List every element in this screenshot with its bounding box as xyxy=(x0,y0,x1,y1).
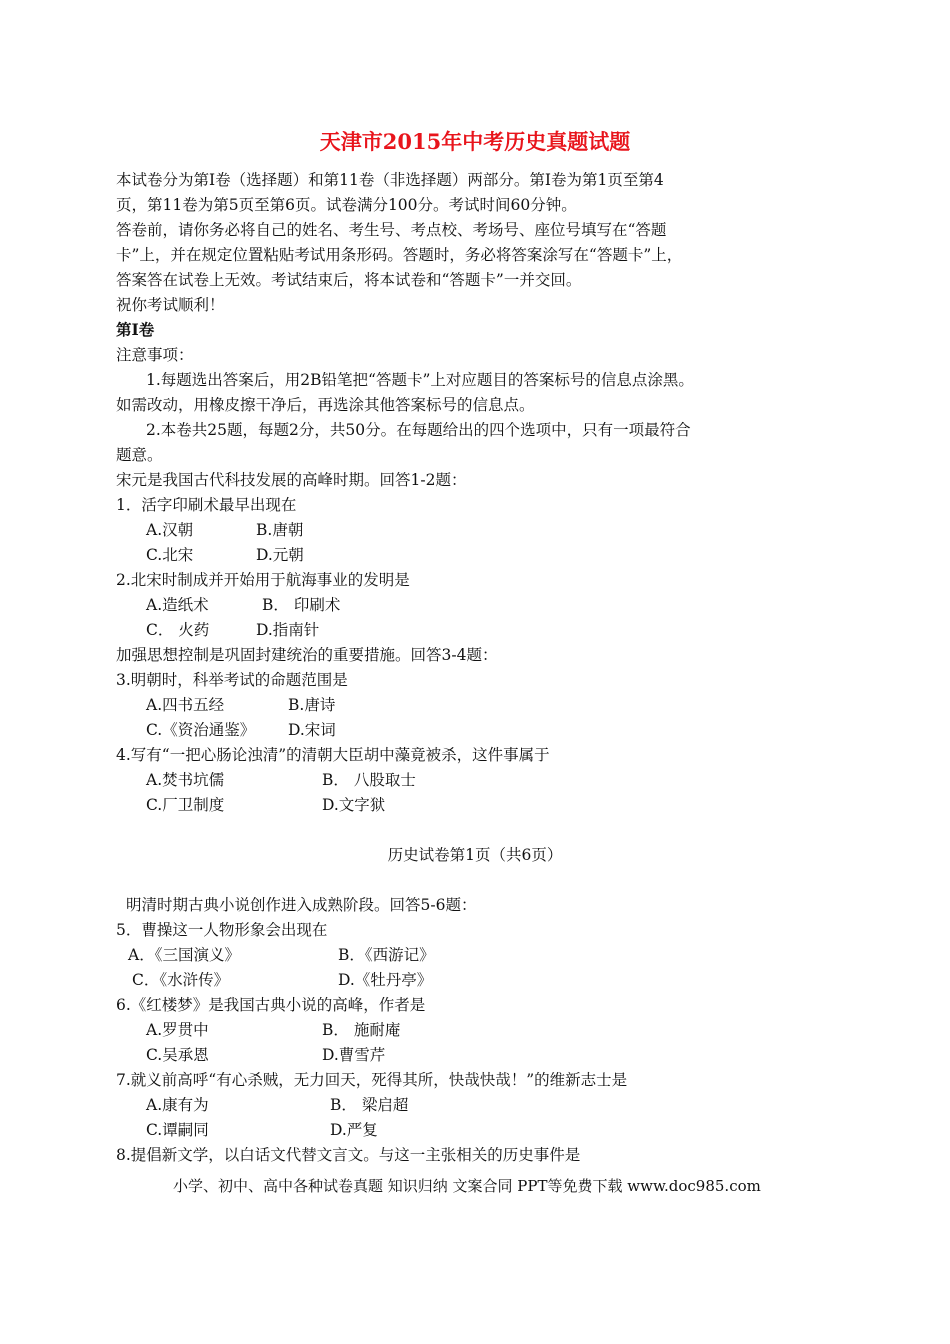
q1-stem: 1．活字印刷术最早出现在 xyxy=(116,496,297,514)
page-title: 天津市2015年中考历史真题试题 xyxy=(319,129,631,154)
q5-option-b: B．《西游记》 xyxy=(338,946,435,964)
note-line-2: 如需改动，用橡皮擦干净后，再选涂其他答案标号的信息点。 xyxy=(116,396,535,414)
group-3-intro: 明清时期古典小说创作进入成熟阶段。回答5-6题： xyxy=(126,896,477,914)
q6-option-c: C.吴承恩 xyxy=(146,1046,209,1064)
q4-option-a: A.焚书坑儒 xyxy=(146,771,225,789)
q7-option-a: A.康有为 xyxy=(146,1096,209,1114)
page-footer: 历史试卷第1页（共6页） xyxy=(387,846,563,864)
q6-stem: 6.《红楼梦》是我国古典小说的高峰，作者是 xyxy=(116,996,426,1014)
intro-line-6: 祝你考试顺利！ xyxy=(116,296,225,314)
q1-option-d: D.元朝 xyxy=(256,546,304,564)
q1-option-a: A.汉朝 xyxy=(146,521,194,539)
q6-option-a: A.罗贯中 xyxy=(146,1021,209,1039)
q6-option-d: D.曹雪芹 xyxy=(322,1046,386,1064)
q5-option-a: A．《三国演义》 xyxy=(128,946,240,964)
note-line-1: 1.每题选出答案后，用2B铅笔把“答题卡”上对应题目的答案标号的信息点涂黑。 xyxy=(146,371,694,389)
q1-option-c: C.北宋 xyxy=(146,546,194,564)
q1-option-b: B.唐朝 xyxy=(256,521,304,539)
intro-line-1: 本试卷分为第Ⅰ卷（选择题）和第11卷（非选择题）两部分。第Ⅰ卷为第1页至第4 xyxy=(116,171,664,189)
q3-option-a: A.四书五经 xyxy=(146,696,225,714)
section-heading: 第Ⅰ卷 xyxy=(116,320,155,339)
q2-option-c: C． 火药 xyxy=(146,621,210,639)
q3-option-b: B.唐诗 xyxy=(288,696,336,714)
q5-option-c: C．《水浒传》 xyxy=(132,971,230,989)
intro-line-2: 页，第11卷为第5页至第6页。试卷满分100分。考试时间60分钟。 xyxy=(116,196,577,214)
watermark-footer: 小学、初中、高中各种试卷真题 知识归纳 文案合同 PPT等免费下载 www.doc985.com xyxy=(173,1177,761,1195)
q3-option-d: D.宋词 xyxy=(288,721,336,739)
q5-option-d: D.《牡丹亭》 xyxy=(338,971,433,989)
q7-option-b: B． 梁启超 xyxy=(330,1096,409,1114)
group-1-intro: 宋元是我国古代科技发展的高峰时期。回答1-2题： xyxy=(116,471,467,489)
q2-option-d: D.指南针 xyxy=(256,621,320,639)
intro-line-3: 答卷前，请你务必将自己的姓名、考生号、考点校、考场号、座位号填写在“答题 xyxy=(116,221,667,239)
q2-stem: 2.北宋时制成并开始用于航海事业的发明是 xyxy=(116,571,410,589)
q2-option-b: B． 印刷术 xyxy=(262,596,341,614)
q8-stem: 8.提倡新文学，以白话文代替文言文。与这一主张相关的历史事件是 xyxy=(116,1146,581,1164)
intro-line-5: 答案答在试卷上无效。考试结束后，将本试卷和“答题卡”一并交回。 xyxy=(116,271,582,289)
q3-stem: 3.明朝时，科举考试的命题范围是 xyxy=(116,671,348,689)
note-line-4: 题意。 xyxy=(116,446,163,464)
q4-option-c: C.厂卫制度 xyxy=(146,796,225,814)
q3-option-c: C.《资治通鉴》 xyxy=(146,721,256,739)
intro-line-4: 卡”上，并在规定位置粘贴考试用条形码。答题时，务必将答案涂写在“答题卡”上， xyxy=(116,246,683,264)
notes-heading: 注意事项： xyxy=(116,346,194,364)
q4-option-d: D.文字狱 xyxy=(322,796,386,814)
q6-option-b: B． 施耐庵 xyxy=(322,1021,401,1039)
group-2-intro: 加强思想控制是巩固封建统治的重要措施。回答3-4题： xyxy=(116,646,498,664)
q5-stem: 5．曹操这一人物形象会出现在 xyxy=(116,921,328,939)
q4-stem: 4.写有“一把心肠论浊清”的清朝大臣胡中藻竟被杀，这件事属于 xyxy=(116,746,550,764)
q2-option-a: A.造纸术 xyxy=(146,596,209,614)
q4-option-b: B． 八股取士 xyxy=(322,771,416,789)
q7-stem: 7.就义前高呼“有心杀贼，无力回天，死得其所，快哉快哉！”的维新志士是 xyxy=(116,1071,628,1089)
q7-option-c: C.谭嗣同 xyxy=(146,1121,209,1139)
note-line-3: 2.本卷共25题，每题2分，共50分。在每题给出的四个选项中，只有一项最符合 xyxy=(146,421,691,439)
q7-option-d: D.严复 xyxy=(330,1121,378,1139)
